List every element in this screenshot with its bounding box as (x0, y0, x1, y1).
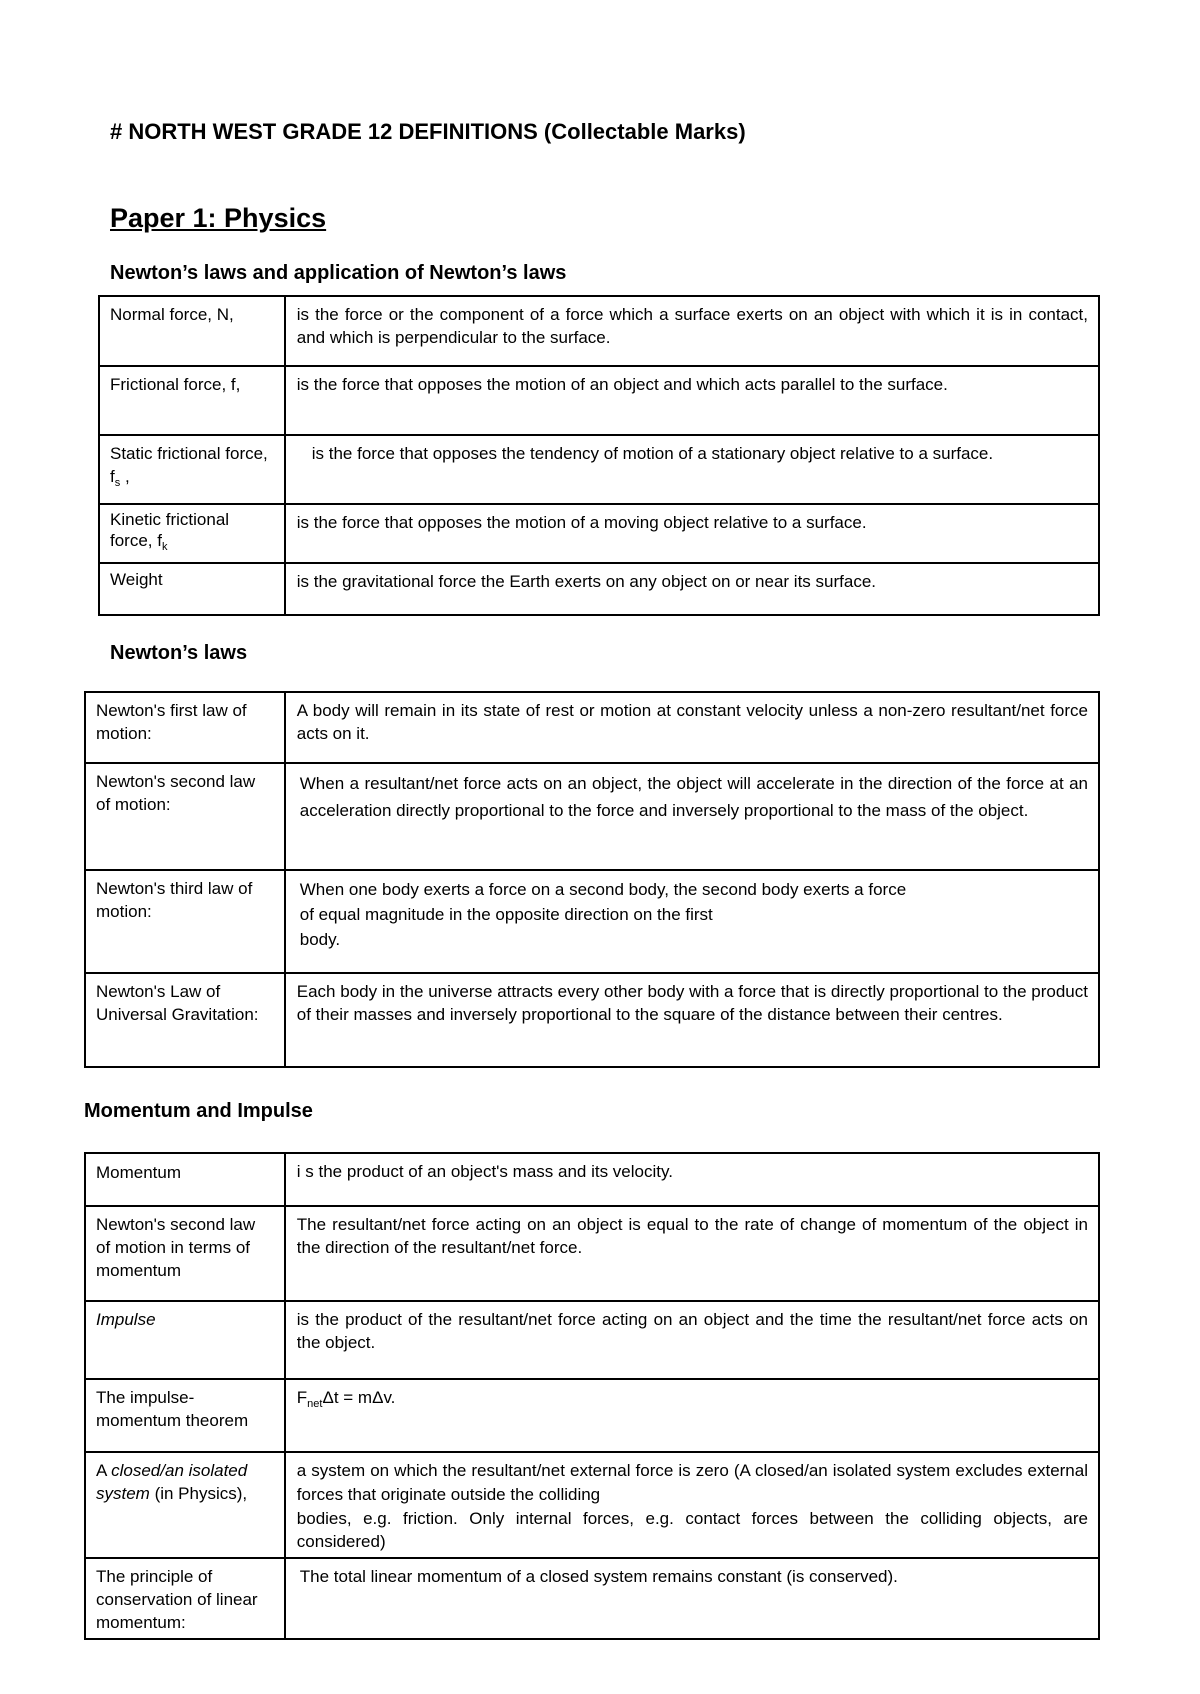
definition-cell: The resultant/net force acting on an object is equal to the rate of change of momentum of the object in the direction of the resultant/net force. (285, 1206, 1099, 1301)
definitions-table-forces (98, 295, 1100, 616)
term-cell: Frictional force, f, (99, 366, 285, 435)
table-row (85, 1379, 1099, 1452)
definition-line: body. (299, 930, 341, 949)
table-row (85, 1301, 1099, 1379)
definition-cell: When a resultant/net force acts on an object, the object will accelerate in the direction of the force at an acceleration directly proportional to the force and inversely proportional to the mass of the object. (285, 763, 1099, 870)
formula-f: F (296, 1388, 308, 1407)
section-heading-newtons-laws-application: Newton’s laws and application of Newton’s laws (110, 262, 567, 284)
term-subscript: k (161, 541, 168, 553)
table-row (85, 1153, 1099, 1206)
term-cell: Newton's first law of motion: (85, 692, 285, 763)
table-row (85, 973, 1099, 1067)
definition-cell: i s the product of an object's mass and its velocity. (285, 1153, 1099, 1206)
document-title: # NORTH WEST GRADE 12 DEFINITIONS (Collectable Marks) (110, 119, 746, 144)
formula-tail: Δt = mΔv. (322, 1388, 396, 1407)
table-row (85, 763, 1099, 870)
formula-subscript: net (307, 1398, 323, 1410)
table-row (85, 1452, 1099, 1558)
term-cell: Newton's second law of motion: (85, 763, 285, 870)
term-tail: , (120, 467, 130, 486)
term-italic: closed/an isolated system (96, 1461, 248, 1503)
definitions-table-momentum (84, 1152, 1100, 1640)
term-cell: Newton's Law of Universal Gravitation: (85, 973, 285, 1067)
definition-cell: is the force or the component of a force which a surface exerts on an object with which it is in contact, and which is perpendicular to the surface. (285, 296, 1099, 366)
definitions-table-newtons-laws (84, 691, 1100, 1068)
term-cell (99, 504, 285, 563)
table-row (99, 504, 1099, 563)
definition-cell: is the gravitational force the Earth exerts on any object on or near its surface. (285, 563, 1099, 615)
table-row (85, 870, 1099, 973)
definition-cell (285, 1452, 1099, 1558)
definition-cell: is the force that opposes the tendency of motion of a stationary object relative to a surface. (285, 435, 1099, 504)
term-cell: Impulse (85, 1301, 285, 1379)
term-cell (99, 435, 285, 504)
definition-cell: A body will remain in its state of rest or motion at constant velocity unless a non-zero resultant/net force acts on it. (285, 692, 1099, 763)
table-row (99, 366, 1099, 435)
definition-cell: Each body in the universe attracts every other body with a force that is directly proportional to the product of their masses and inversely proportional to the square of the distance between their centres. (285, 973, 1099, 1067)
term-cell: The principle of conservation of linear momentum: (85, 1558, 285, 1639)
paper-title: Paper 1: Physics (110, 203, 327, 233)
definition-cell: is the force that opposes the motion of a moving object relative to a surface. (285, 504, 1099, 563)
term-text-tail: (in Physics), (149, 1484, 248, 1503)
term-text: A (96, 1461, 112, 1480)
definition-line: a system on which the resultant/net external force is zero (A closed/an isolated system excludes external forces that originate outside the colliding (296, 1461, 1088, 1504)
table-row (85, 1206, 1099, 1301)
term-cell: Momentum (85, 1153, 285, 1206)
term-cell: Newton's second law of motion in terms of momentum (85, 1206, 285, 1301)
section-heading-newtons-laws: Newton’s laws (110, 642, 248, 664)
term-text: Static frictional force, f (110, 444, 268, 486)
table-row (99, 296, 1099, 366)
term-cell (85, 1452, 285, 1558)
table-row (85, 1558, 1099, 1639)
section-heading-momentum-impulse: Momentum and Impulse (84, 1100, 313, 1122)
definition-line: bodies, e.g. friction. Only internal forces, e.g. contact forces between the colliding objects, are considered) (296, 1509, 1088, 1551)
definition-line: When one body exerts a force on a second body, the second body exerts a force (299, 880, 907, 899)
definition-cell (285, 1379, 1099, 1452)
definition-cell: The total linear momentum of a closed system remains constant (is conserved). (285, 1558, 1099, 1639)
table-row (85, 692, 1099, 763)
definition-cell: is the product of the resultant/net force acting on an object and the time the resultant/net force acts on the object. (285, 1301, 1099, 1379)
term-subscript: s (114, 477, 121, 489)
term-cell: Newton's third law of motion: (85, 870, 285, 973)
term-cell: Normal force, N, (99, 296, 285, 366)
definition-cell (285, 870, 1099, 973)
term-cell: Weight (99, 563, 285, 615)
definition-line: of equal magnitude in the opposite direction on the first (299, 905, 713, 924)
definition-cell: is the force that opposes the motion of an object and which acts parallel to the surface. (285, 366, 1099, 435)
term-cell: The impulse-momentum theorem (85, 1379, 285, 1452)
table-row (99, 563, 1099, 615)
term-text: Kinetic frictional force, f (110, 510, 230, 550)
table-row (99, 435, 1099, 504)
